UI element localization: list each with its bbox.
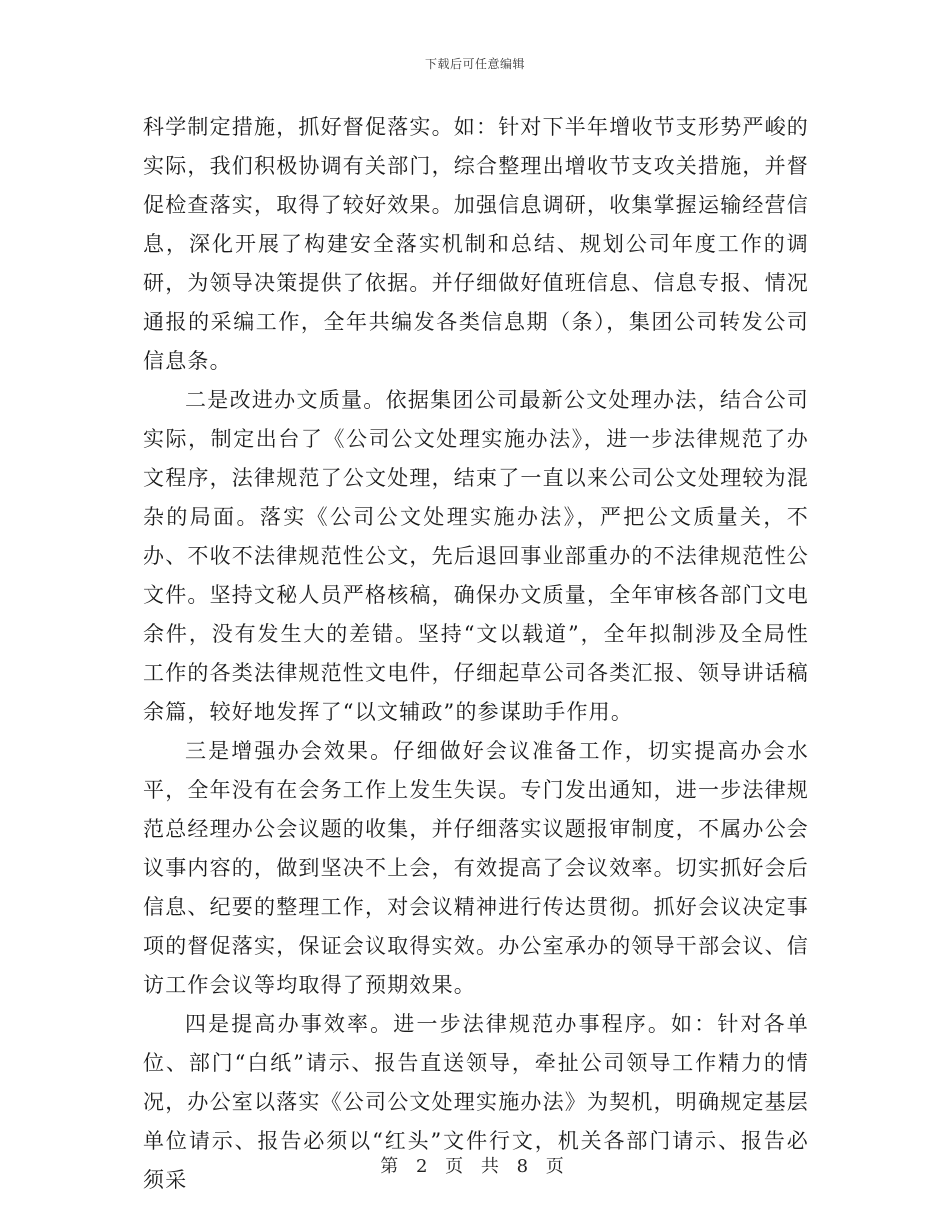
paragraph-document-quality: 二是改进办文质量。依据集团公司最新公文处理办法，结合公司实际，制定出台了《公司公文处理实施办法》，进一步法律规范了办文程序，法律规范了公文处理，结束了一直以来公司公文处理较为混杂的局面。落实《公司公文处理实施办法》，严把公文质量关，不办、不收不法律规范性公文，先后退回事业部重办的不法律规范性公文件。坚持文秘人员严格核稿，确保办文质量，全年审核各部门文电余件，没有发生大的差错。坚持“文以载道”，全年拟制涉及全局性工作的各类法律规范性文电件，仔细起草公司各类汇报、领导讲话稿余篇，较好地发挥了“以文辅政”的参谋助手作用。 (143, 388, 809, 724)
page-number: 第 2 页 共 8 页 (380, 1156, 570, 1177)
paragraph-continuation: 科学制定措施，抓好督促落实。如：针对下半年增收节支形势严峻的实际，我们积极协调有关部门，综合整理出增收节支攻关措施，并督促检查落实，取得了较好效果。加强信息调研，收集掌握运输经营信息，深化开展了构建安全落实机制和总结、规划公司年度工作的调研，为领导决策提供了依据。并仔细做好值班信息、信息专报、情况通报的采编工作，全年共编发各类信息期（条），集团公司转发公司信息条。 (143, 115, 809, 373)
page-header: 下载后可任意编辑 (424, 57, 525, 71)
paragraph-meeting-effect: 三是增强办会效果。仔细做好会议准备工作，切实提高办会水平，全年没有在会务工作上发生失误。专门发出通知，进一步法律规范总经理办公会议题的收集，并仔细落实议题报审制度，不属办公会议事内容的，做到坚决不上会，有效提高了会议效率。切实抓好会后信息、纪要的整理工作，对会议精神进行传达贯彻。抓好会议决定事项的督促落实，保证会议取得实效。办公室承办的领导干部会议、信访工作会议等均取得了预期效果。 (143, 739, 809, 997)
document-body (143, 108, 809, 1200)
paragraph-work-efficiency: 四是提高办事效率。进一步法律规范办事程序。如：针对各单位、部门“白纸”请示、报告直送领导，牵扯公司领导工作精力的情况，办公室以落实《公司公文处理实施办法》为契机，明确规定基层单位请示、报告必须以“红头”文件行文，机关各部门请示、报告必须采 (143, 1012, 809, 1192)
